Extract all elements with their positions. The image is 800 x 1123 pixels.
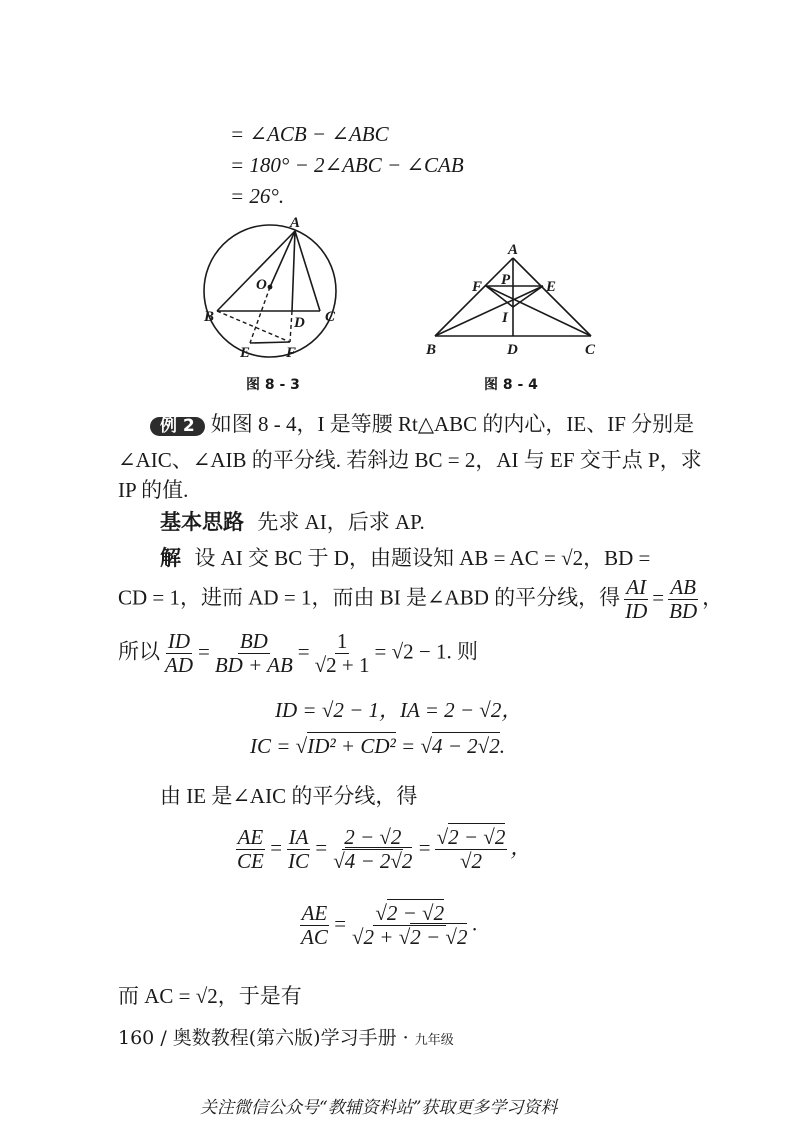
dashed-DF [290, 311, 292, 342]
equals: = [652, 585, 665, 610]
frac-num: √2 − √2 [375, 901, 445, 925]
frac-num: 1 [336, 629, 348, 653]
equals: = [198, 639, 210, 664]
fraction-AB-BD [667, 576, 699, 623]
frac-den: CE [237, 849, 264, 874]
segment-AB [217, 231, 295, 311]
radicand: 2 − √2 [410, 925, 468, 950]
solution-line-2 [118, 576, 723, 623]
frac-num: 2 − √2 [344, 825, 402, 849]
by-ie-line: 由 IE 是∠AIC 的平分线，得 [160, 784, 418, 808]
ratio-equation-1 [232, 826, 531, 873]
altitude-AD [292, 231, 295, 311]
frac-den: √4 − 2√2 [333, 849, 413, 874]
label-C: C [585, 342, 596, 358]
example-badge: 例 2 [150, 417, 205, 436]
frac-den: IC [288, 849, 310, 874]
label-C: C [325, 309, 336, 325]
caption-fig-8-3: 图 8 - 3 [246, 377, 300, 393]
figure-8-3 [190, 215, 360, 365]
radicand-1: ID² + CD² [307, 734, 396, 758]
fraction-root-ratio [331, 826, 414, 873]
fraction-BD-sum [213, 630, 295, 677]
den-prefix: √2 + [352, 925, 399, 950]
page-number: 160 [118, 1027, 155, 1049]
comma: ， [510, 835, 532, 860]
label-E: E [546, 279, 557, 295]
segment-IE [513, 286, 543, 307]
fraction-AI-ID [623, 576, 649, 623]
fraction-nested [350, 902, 469, 949]
period: . [472, 911, 478, 936]
frac-num: AE [237, 825, 264, 849]
ic-mid: = [395, 734, 421, 758]
label-P: P [501, 272, 511, 288]
solution-label: 解 [160, 546, 181, 570]
idea-label: 基本思路 [160, 510, 244, 534]
equals: = [314, 835, 329, 860]
center-O-dot [268, 285, 273, 290]
last-line: 而 AC = √2，于是有 [118, 984, 302, 1008]
label-D: D [294, 315, 305, 331]
equals: = [417, 835, 432, 860]
fraction-ID-AD [163, 630, 195, 677]
frac-den: AC [301, 925, 328, 950]
frac-den: √2 + √2 − √2 [352, 925, 468, 950]
solution-line-1 [160, 548, 650, 569]
fraction-AE-CE [235, 826, 266, 873]
watermark-text: 关注微信公众号“教辅资料站”获取更多学习资料 [200, 1098, 558, 1118]
example-text-1: 如图 8 - 4，I 是等腰 Rt△ABC 的内心，IE、IF 分别是 [210, 412, 695, 436]
radicand: 2 − √2 [448, 825, 506, 849]
segment-AO [270, 231, 295, 287]
equals: = [268, 835, 284, 860]
fraction-AE-AC [299, 902, 330, 949]
frac-den: AD [165, 653, 193, 678]
label-A: A [508, 242, 519, 258]
segment-EF [250, 342, 290, 343]
example-line-2: ∠AIC、∠AIB 的平分线. 若斜边 BC = 2，AI 与 EF 交于点 P，求 [118, 448, 702, 472]
grade-label: 九年级 [414, 1033, 454, 1048]
label-I: I [502, 310, 508, 326]
label-A: A [290, 215, 301, 231]
solution-text-1: 设 AI 交 BC 于 D，由题设知 AB = AC = √2，BD = [194, 546, 651, 570]
fraction-1-over-root [313, 630, 372, 677]
dashed-OE [250, 287, 270, 343]
frac-den: √2 + 1 [314, 653, 370, 678]
idea-text: 先求 AI，后求 AP. [257, 510, 425, 534]
frac-num: √2 − √2 [436, 825, 506, 849]
figure-8-4 [420, 240, 610, 360]
page-footer [118, 1023, 454, 1050]
frac-den: BD [669, 599, 698, 624]
caption-fig-8-4: 图 8 - 4 [484, 377, 538, 393]
label-D: D [507, 342, 518, 358]
frac-num: IA [288, 825, 309, 849]
radicand-2: 4 − 2√2 [432, 734, 500, 758]
frac-num: ID [167, 629, 191, 653]
ic-end: . [499, 734, 505, 758]
ic-left: IC = [250, 734, 296, 758]
solution-line-3 [118, 630, 478, 677]
dashed-BF [217, 311, 290, 342]
label-F: F [472, 279, 483, 295]
example-line-3: IP 的值. [118, 478, 189, 502]
equation-id-ia: ID = √2 − 1，IA = 2 − √2， [275, 698, 523, 722]
frac-den: BD + AB [214, 653, 293, 678]
derivation-line-1: = ∠ACB − ∠ABC [230, 122, 389, 146]
frac-den: √2 [459, 849, 482, 874]
example-line-1 [150, 414, 694, 436]
label-B: B [204, 309, 215, 325]
fraction-nested-root [435, 826, 508, 873]
fraction-IA-IC [286, 826, 311, 873]
label-E: E [240, 345, 251, 361]
equals: = [297, 639, 310, 664]
solution-text-2: CD = 1，进而 AD = 1，而由 BI 是∠ABD 的平分线，得 [118, 585, 621, 610]
solution-text-3: 所以 [118, 639, 160, 664]
bisector-BE [435, 286, 543, 336]
equals: = [332, 911, 348, 936]
frac-den: ID [625, 599, 648, 624]
ratio-equation-2 [296, 902, 478, 949]
frac-num: BD [239, 629, 268, 653]
segment-AC [513, 258, 591, 336]
derivation-line-3: = 26°. [230, 184, 285, 208]
label-F: F [286, 345, 297, 361]
radicand: 4 − 2√2 [344, 849, 413, 874]
circumcircle [204, 225, 336, 357]
equation-ic: IC = √ID² + CD² = √4 − 2√2. [250, 734, 505, 758]
frac-num: AI [626, 575, 647, 599]
solution-text-3-end: = √2 − 1. 则 [374, 639, 478, 664]
comma: ， [702, 585, 724, 610]
frac-num: AE [301, 901, 328, 925]
label-B: B [426, 342, 437, 358]
book-title: 奥数教程(第六版)学习手册 · [172, 1027, 409, 1049]
idea-line [160, 512, 425, 533]
radicand: 2 − √2 [386, 901, 445, 925]
label-O: O [256, 277, 267, 293]
derivation-line-2: = 180° − 2∠ABC − ∠CAB [230, 153, 464, 177]
frac-num: AB [670, 575, 696, 599]
footer-slash: / [160, 1027, 167, 1049]
